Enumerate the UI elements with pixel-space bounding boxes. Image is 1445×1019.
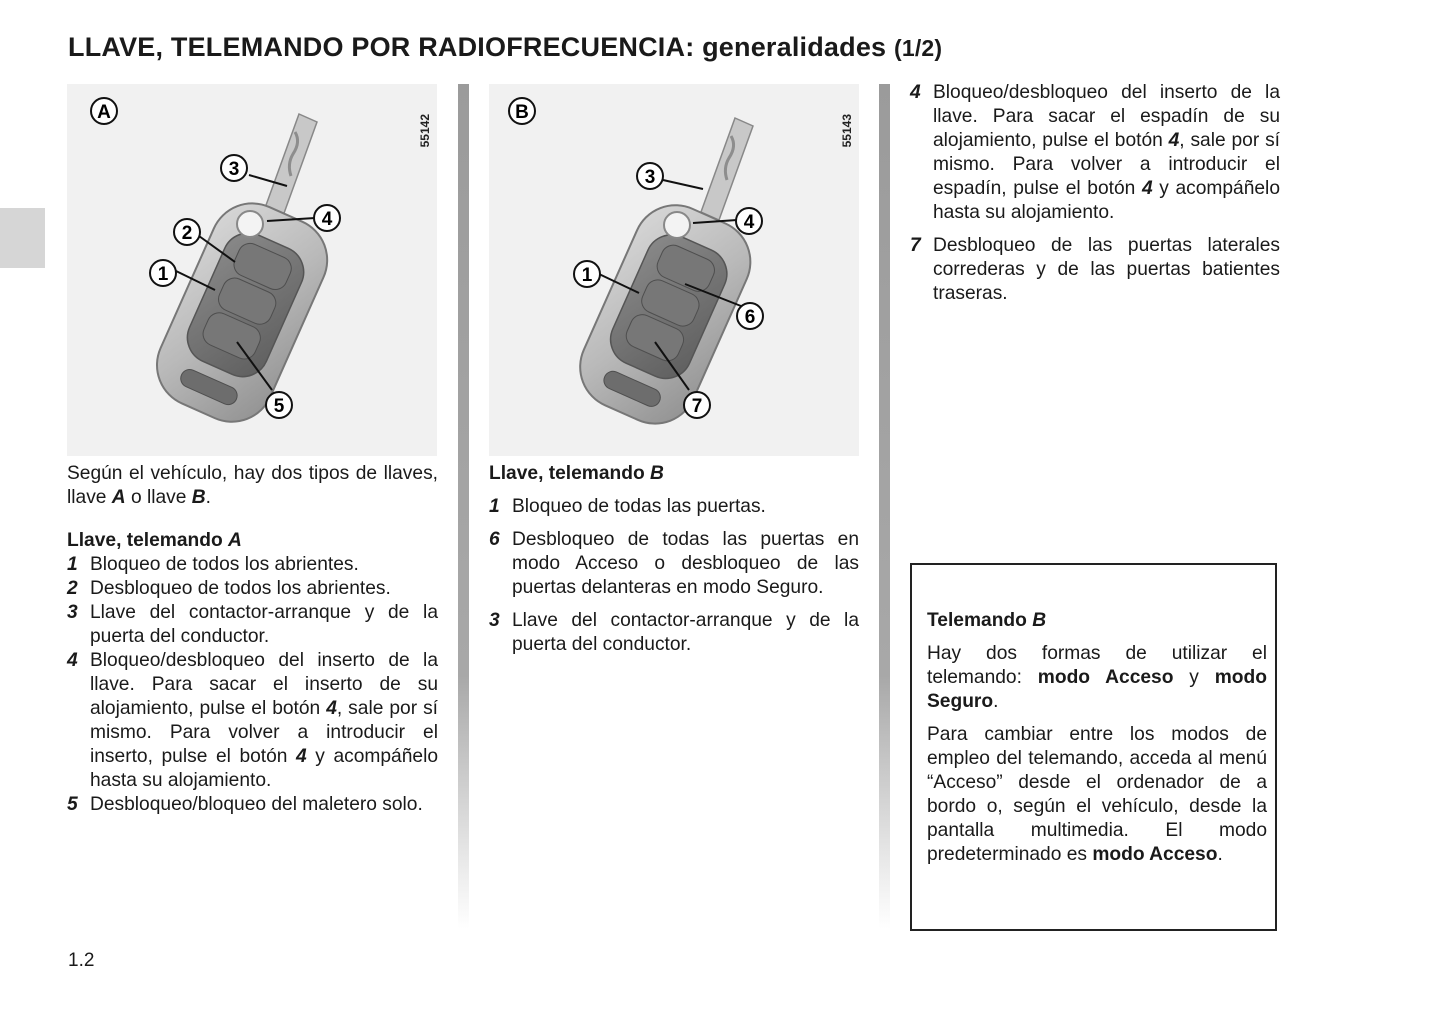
note-heading: Telemando B xyxy=(927,610,1047,631)
intro-paragraph: Según el vehículo, hay dos tipos de llaves, llave A o llave B. xyxy=(67,463,438,508)
column-3-text xyxy=(910,81,1280,306)
list-item: 4 Bloqueo/desbloqueo del inserto de la llave. Para sacar el espadín de su alojamiento, pulse el botón 4, sale por sí mismo. Para volver a introducir el espadín, pulse el botón 4 y acompáñelo hasta su alojamiento. xyxy=(910,82,1280,223)
figure-key-b xyxy=(489,84,859,456)
page-title xyxy=(68,32,942,63)
list-item: 1 Bloqueo de todas las puertas. xyxy=(489,496,766,517)
heading-key-a: Llave, telemando A xyxy=(67,530,242,551)
heading-key-b: Llave, telemando B xyxy=(489,463,664,484)
figure-key-a xyxy=(67,84,437,456)
list-item: 4 Bloqueo/desbloqueo del inserto de la llave. Para sacar el inserto de su alojamiento, pulse el botón 4, sale por sí mismo. Para volver a introducir el inserto, pulse el botón 4 y acompáñelo hasta su alojamiento. xyxy=(67,650,438,791)
blade-release-button xyxy=(237,211,263,237)
list-item: 6 Desbloqueo de todas las puertas en modo Acceso o desbloqueo de las puertas delanteras en modo Seguro. xyxy=(489,529,859,598)
list-item: 3 Llave del contactor-arranque y de la puerta del conductor. xyxy=(67,602,438,647)
list-item: 2 Desbloqueo de todos los abrientes. xyxy=(67,578,391,599)
callout-1: 1 xyxy=(157,264,169,285)
column-divider-1 xyxy=(458,84,469,929)
page-title-main: LLAVE, TELEMANDO POR RADIOFRECUENCIA: generalidades xyxy=(68,32,887,62)
note-paragraph-2: Para cambiar entre los modos de empleo del telemando, acceda al menú “Acceso” desde el ordenador de a bordo o, según el vehículo, desde la pantalla multimedia. El modo predeterminado es modo Acceso. xyxy=(927,724,1267,865)
note-box xyxy=(910,563,1277,931)
column-divider-2 xyxy=(879,84,890,929)
blade-release-button xyxy=(664,212,690,238)
column-2-text xyxy=(489,462,859,657)
figure-letter-a: A xyxy=(97,102,111,123)
section-tab xyxy=(0,208,45,268)
list-item: 7 Desbloqueo de las puertas laterales correderas y de las puertas batientes traseras. xyxy=(910,235,1280,304)
key-b-illustration xyxy=(489,84,859,456)
callout-6: 6 xyxy=(744,307,756,328)
key-a-illustration xyxy=(67,84,437,456)
figure-code: 55143 xyxy=(840,114,854,148)
callout-5: 5 xyxy=(273,396,285,417)
note-paragraph-1: Hay dos formas de utilizar el telemando: modo Acceso y modo Seguro. xyxy=(927,643,1267,712)
callout-2: 2 xyxy=(181,223,193,244)
callout-7: 7 xyxy=(691,396,703,417)
key-blade xyxy=(701,118,753,220)
list-item: 3 Llave del contactor-arranque y de la puerta del conductor. xyxy=(489,610,859,655)
figure-code: 55142 xyxy=(418,114,432,148)
callout-4: 4 xyxy=(321,209,333,230)
column-1-text xyxy=(67,462,438,817)
list-item: 1 Bloqueo de todos los abrientes. xyxy=(67,554,359,575)
callout-4: 4 xyxy=(743,212,755,233)
page-number: 1.2 xyxy=(68,950,95,971)
callout-3: 3 xyxy=(228,159,240,180)
key-blade xyxy=(265,114,317,216)
list-item: 5 Desbloqueo/bloqueo del maletero solo. xyxy=(67,794,423,815)
page-title-part: (1/2) xyxy=(893,35,943,61)
callout-1: 1 xyxy=(581,265,593,286)
callout-3: 3 xyxy=(644,167,656,188)
figure-letter-b: B xyxy=(515,102,529,123)
